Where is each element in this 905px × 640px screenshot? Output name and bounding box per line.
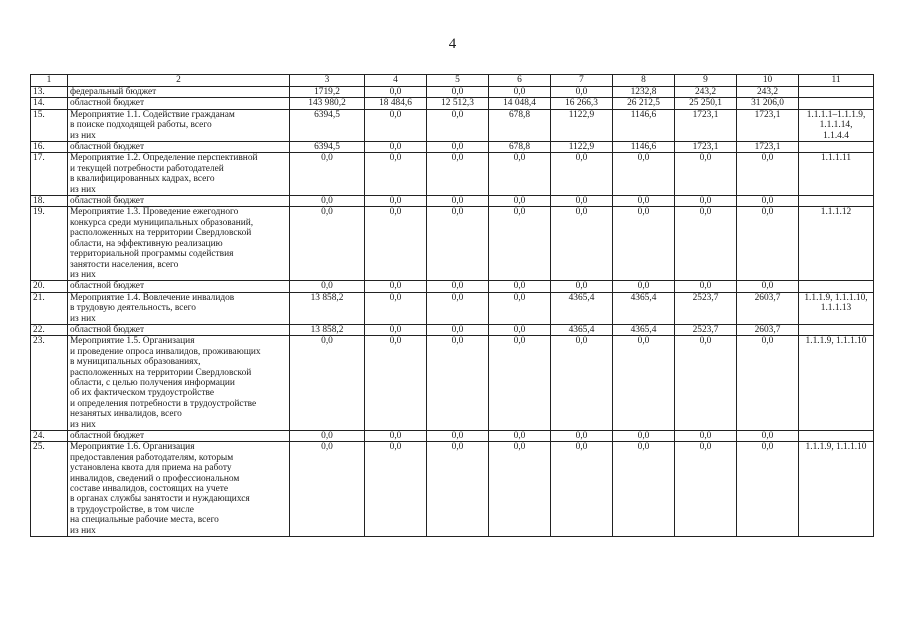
value-cell: 0,0	[551, 336, 613, 431]
value-cell: 0,0	[427, 207, 489, 281]
value-cell: 4365,4	[551, 292, 613, 324]
row-number: 16.	[31, 142, 68, 153]
value-cell: 0,0	[365, 196, 427, 207]
value-cell: 1146,6	[613, 109, 675, 141]
value-cell: 0,0	[489, 207, 551, 281]
value-cell: 0,0	[737, 153, 799, 196]
row-number: 19.	[31, 207, 68, 281]
column-header: 11	[799, 75, 874, 87]
value-cell: 0,0	[290, 196, 365, 207]
value-cell: 0,0	[427, 153, 489, 196]
value-cell: 0,0	[551, 431, 613, 442]
row-description: областной бюджет	[68, 98, 290, 109]
value-cell: 0,0	[613, 442, 675, 537]
value-cell: 2523,7	[675, 324, 737, 335]
table-row	[31, 196, 874, 207]
value-cell: 16 266,3	[551, 98, 613, 109]
target-indicators	[799, 324, 874, 335]
row-description: Мероприятие 1.2. Определение перспективной и текущей потребности работодателей в квалифицированных кадрах, всего из них	[68, 153, 290, 196]
value-cell: 0,0	[737, 336, 799, 431]
row-number: 25.	[31, 442, 68, 537]
table-row	[31, 153, 874, 196]
column-header: 10	[737, 75, 799, 87]
value-cell: 13 858,2	[290, 324, 365, 335]
value-cell: 0,0	[290, 336, 365, 431]
value-cell: 12 512,3	[427, 98, 489, 109]
header-row	[31, 75, 874, 87]
value-cell: 0,0	[613, 196, 675, 207]
value-cell: 0,0	[737, 207, 799, 281]
value-cell: 0,0	[489, 336, 551, 431]
value-cell: 0,0	[365, 281, 427, 292]
value-cell: 0,0	[365, 442, 427, 537]
page-number: 4	[448, 36, 457, 52]
value-cell: 0,0	[427, 142, 489, 153]
value-cell: 0,0	[489, 153, 551, 196]
value-cell: 0,0	[737, 196, 799, 207]
table-body	[31, 87, 874, 537]
budget-table	[30, 74, 874, 537]
value-cell: 0,0	[675, 207, 737, 281]
value-cell: 1122,9	[551, 142, 613, 153]
row-description: областной бюджет	[68, 431, 290, 442]
table-row	[31, 292, 874, 324]
row-description: областной бюджет	[68, 196, 290, 207]
value-cell: 0,0	[290, 153, 365, 196]
row-number: 17.	[31, 153, 68, 196]
target-indicators: 1.1.1.12	[799, 207, 874, 281]
value-cell: 0,0	[290, 431, 365, 442]
value-cell: 0,0	[489, 324, 551, 335]
value-cell: 0,0	[365, 292, 427, 324]
row-number: 23.	[31, 336, 68, 431]
value-cell: 0,0	[551, 207, 613, 281]
value-cell: 1723,1	[737, 109, 799, 141]
value-cell: 25 250,1	[675, 98, 737, 109]
value-cell: 0,0	[489, 442, 551, 537]
value-cell: 143 980,2	[290, 98, 365, 109]
value-cell: 1723,1	[675, 142, 737, 153]
value-cell: 0,0	[675, 281, 737, 292]
value-cell: 0,0	[551, 87, 613, 98]
value-cell: 0,0	[427, 431, 489, 442]
value-cell: 243,2	[675, 87, 737, 98]
value-cell: 0,0	[427, 281, 489, 292]
value-cell: 2603,7	[737, 292, 799, 324]
value-cell: 0,0	[737, 281, 799, 292]
value-cell: 0,0	[489, 87, 551, 98]
value-cell: 0,0	[365, 87, 427, 98]
table-row	[31, 87, 874, 98]
value-cell: 0,0	[365, 207, 427, 281]
column-header: 6	[489, 75, 551, 87]
value-cell: 1122,9	[551, 109, 613, 141]
value-cell: 0,0	[427, 196, 489, 207]
value-cell: 243,2	[737, 87, 799, 98]
value-cell: 1146,6	[613, 142, 675, 153]
table-row	[31, 442, 874, 537]
row-description: областной бюджет	[68, 281, 290, 292]
value-cell: 2523,7	[675, 292, 737, 324]
value-cell: 0,0	[551, 196, 613, 207]
target-indicators: 1.1.1.9, 1.1.1.10, 1.1.1.13	[799, 292, 874, 324]
value-cell: 678,8	[489, 142, 551, 153]
value-cell: 6394,5	[290, 142, 365, 153]
value-cell: 0,0	[365, 109, 427, 141]
value-cell: 0,0	[737, 442, 799, 537]
column-header: 7	[551, 75, 613, 87]
value-cell: 0,0	[551, 281, 613, 292]
value-cell: 1232,8	[613, 87, 675, 98]
value-cell: 0,0	[427, 442, 489, 537]
value-cell: 0,0	[489, 196, 551, 207]
value-cell: 0,0	[290, 207, 365, 281]
value-cell: 4365,4	[613, 324, 675, 335]
target-indicators: 1.1.1.11	[799, 153, 874, 196]
value-cell: 18 484,6	[365, 98, 427, 109]
table-row	[31, 98, 874, 109]
row-number: 18.	[31, 196, 68, 207]
value-cell: 0,0	[613, 431, 675, 442]
value-cell: 0,0	[613, 281, 675, 292]
row-number: 20.	[31, 281, 68, 292]
table-row	[31, 109, 874, 141]
row-number: 15.	[31, 109, 68, 141]
value-cell: 1719,2	[290, 87, 365, 98]
value-cell: 0,0	[365, 431, 427, 442]
row-description: Мероприятие 1.1. Содействие гражданам в поиске подходящей работы, всего из них	[68, 109, 290, 141]
value-cell: 4365,4	[551, 324, 613, 335]
value-cell: 31 206,0	[737, 98, 799, 109]
row-description: областной бюджет	[68, 142, 290, 153]
value-cell: 0,0	[489, 292, 551, 324]
table-row	[31, 207, 874, 281]
target-indicators	[799, 281, 874, 292]
row-description: Мероприятие 1.6. Организация предоставления работодателям, которым установлена квота для приема на работу инвалидов, сведений о профессиональном составе инвалидов, состоящих на учете в органах службы занятости и нуждающихся в трудоустройстве, в том числе на специальные рабочие места, всего из них	[68, 442, 290, 537]
value-cell: 4365,4	[613, 292, 675, 324]
target-indicators	[799, 431, 874, 442]
value-cell: 0,0	[427, 336, 489, 431]
column-header: 8	[613, 75, 675, 87]
value-cell: 0,0	[489, 281, 551, 292]
column-header: 3	[290, 75, 365, 87]
value-cell: 0,0	[551, 153, 613, 196]
target-indicators	[799, 98, 874, 109]
column-header: 1	[31, 75, 68, 87]
value-cell: 14 048,4	[489, 98, 551, 109]
value-cell: 0,0	[613, 336, 675, 431]
target-indicators: 1.1.1.9, 1.1.1.10	[799, 442, 874, 537]
value-cell: 0,0	[427, 292, 489, 324]
value-cell: 0,0	[675, 153, 737, 196]
target-indicators	[799, 196, 874, 207]
target-indicators: 1.1.1.1–1.1.1.9, 1.1.1.14, 1.1.4.4	[799, 109, 874, 141]
table-row	[31, 281, 874, 292]
value-cell: 0,0	[365, 336, 427, 431]
column-header: 4	[365, 75, 427, 87]
value-cell: 0,0	[365, 142, 427, 153]
row-number: 13.	[31, 87, 68, 98]
value-cell: 0,0	[365, 153, 427, 196]
target-indicators	[799, 87, 874, 98]
row-number: 14.	[31, 98, 68, 109]
row-number: 22.	[31, 324, 68, 335]
row-number: 21.	[31, 292, 68, 324]
row-description: Мероприятие 1.5. Организация и проведение опроса инвалидов, проживающих в муниципальных образованиях, расположенных на территории Свердловской области, с целью получения информации об их фактическом трудоустройстве и определения потребности в трудоустройстве незанятых инвалидов, всего из них	[68, 336, 290, 431]
value-cell: 1723,1	[675, 109, 737, 141]
table-row	[31, 142, 874, 153]
value-cell: 678,8	[489, 109, 551, 141]
column-header: 9	[675, 75, 737, 87]
value-cell: 0,0	[675, 431, 737, 442]
row-number: 24.	[31, 431, 68, 442]
value-cell: 0,0	[290, 442, 365, 537]
value-cell: 0,0	[365, 324, 427, 335]
column-header: 2	[68, 75, 290, 87]
row-description: областной бюджет	[68, 324, 290, 335]
value-cell: 2603,7	[737, 324, 799, 335]
value-cell: 0,0	[737, 431, 799, 442]
value-cell: 0,0	[489, 431, 551, 442]
row-description: федеральный бюджет	[68, 87, 290, 98]
value-cell: 0,0	[613, 153, 675, 196]
value-cell: 0,0	[675, 196, 737, 207]
value-cell: 0,0	[675, 442, 737, 537]
table-row	[31, 431, 874, 442]
value-cell: 6394,5	[290, 109, 365, 141]
value-cell: 0,0	[427, 109, 489, 141]
table-row	[31, 324, 874, 335]
value-cell: 0,0	[427, 324, 489, 335]
table-row	[31, 336, 874, 431]
row-description: Мероприятие 1.3. Проведение ежегодного конкурса среди муниципальных образований, расположенных на территории Свердловской области, на эффективную реализацию территориальной программы содействия занятости населения, всего из них	[68, 207, 290, 281]
value-cell: 0,0	[290, 281, 365, 292]
value-cell: 0,0	[675, 336, 737, 431]
row-description: Мероприятие 1.4. Вовлечение инвалидов в трудовую деятельность, всего из них	[68, 292, 290, 324]
value-cell: 26 212,5	[613, 98, 675, 109]
value-cell: 1723,1	[737, 142, 799, 153]
column-header: 5	[427, 75, 489, 87]
value-cell: 0,0	[551, 442, 613, 537]
target-indicators: 1.1.1.9, 1.1.1.10	[799, 336, 874, 431]
value-cell: 0,0	[427, 87, 489, 98]
value-cell: 13 858,2	[290, 292, 365, 324]
target-indicators	[799, 142, 874, 153]
value-cell: 0,0	[613, 207, 675, 281]
